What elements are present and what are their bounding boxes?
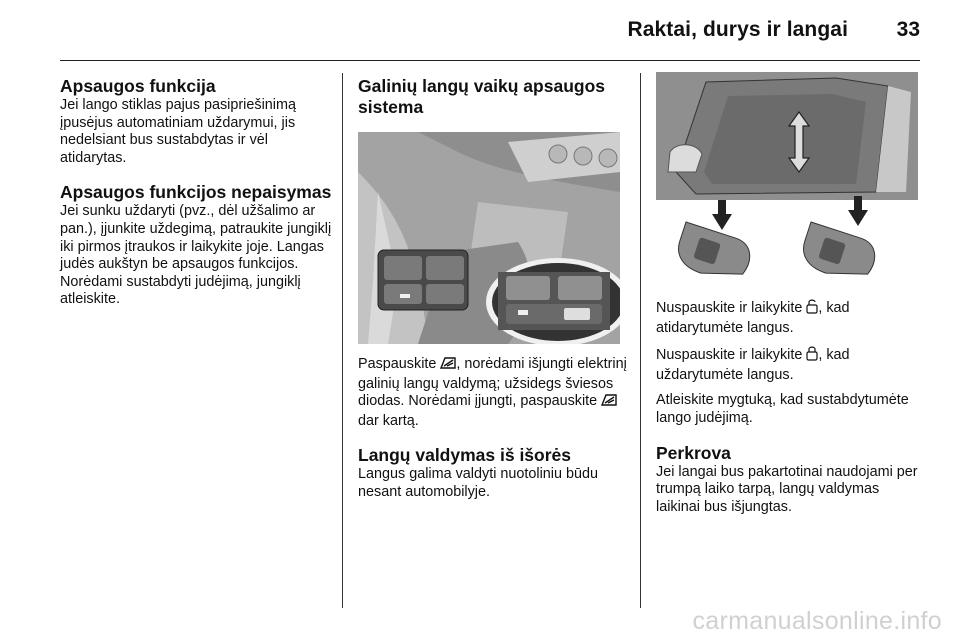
child-lock-text-b: , norėdami išjungti elektrinį galinių langų valdymą; užsidegs šviesos diodas. Norėdami įjungti, paspauskite bbox=[358, 356, 627, 410]
unlock-padlock-icon bbox=[806, 298, 818, 320]
heading-overload: Perkrova bbox=[656, 442, 731, 463]
paragraph-open-windows bbox=[656, 298, 924, 337]
column-divider-2 bbox=[640, 73, 641, 608]
column-3 bbox=[656, 76, 924, 516]
remote-key-window-illustration bbox=[656, 72, 918, 284]
paragraph-child-lock bbox=[358, 356, 630, 430]
column-divider-1 bbox=[342, 73, 343, 608]
page-number: 33 bbox=[896, 18, 920, 41]
open-text-b: , kad atidarytumėte langus. bbox=[656, 300, 850, 336]
heading-child-lock: Galinių langų vaikų apsaugos sistema bbox=[358, 76, 605, 117]
watermark: carmanualsonline.info bbox=[692, 607, 942, 635]
column-1 bbox=[60, 76, 332, 309]
paragraph-stop-window: Atleiskite mygtuką, kad sustabdytumėte lango judėjimą. bbox=[656, 392, 909, 426]
close-text-b: , kad uždarytumėte langus. bbox=[656, 347, 850, 383]
paragraph-overload: Jei langai bus pakartotinai naudojami per trumpą laiko tarpą, langų valdymas laikinai bus išjungtas. bbox=[656, 463, 918, 515]
child-lock-text-a: Paspauskite bbox=[358, 356, 441, 372]
close-text-a: Nuspauskite ir laikykite bbox=[656, 347, 807, 364]
heading-remote-window-control: Langų valdymas iš išorės bbox=[358, 445, 572, 466]
lock-padlock-icon bbox=[806, 345, 818, 367]
paragraph-protection-function: Jei lango stiklas pajus pasipriešinimą įpusėjus automatiniam uždarymui, jis nedelsiant bus sustabdytas ir vėl atidarytas. bbox=[60, 97, 296, 166]
window-switch-illustration bbox=[358, 132, 620, 344]
child-lock-window-icon bbox=[440, 356, 456, 376]
paragraph-protection-override: Jei sunku uždaryti (pvz., dėl užšalimo ar pan.), įjunkite uždegimą, patraukite jungiklį iki pirmos įtraukos ir laikykite joje. Langas judės aukštyn be apsaugos funkcijos. Norėdami sustabdyti judėjimą, jungiklį atleiskite. bbox=[60, 203, 332, 308]
paragraph-remote-window-control: Langus galima valdyti nuotoliniu būdu nesant automobilyje. bbox=[358, 466, 599, 500]
page-header-title: Raktai, durys ir langai bbox=[627, 18, 848, 41]
child-lock-window-icon bbox=[601, 393, 617, 413]
paragraph-close-windows bbox=[656, 345, 924, 384]
child-lock-text-c: dar kartą. bbox=[358, 412, 419, 429]
header-rule bbox=[60, 60, 920, 61]
open-text-a: Nuspauskite ir laikykite bbox=[656, 300, 807, 316]
heading-protection-function: Apsaugos funkcija bbox=[60, 76, 216, 96]
column-2 bbox=[358, 76, 630, 502]
heading-protection-override: Apsaugos funkcijos nepaisymas bbox=[60, 182, 332, 203]
